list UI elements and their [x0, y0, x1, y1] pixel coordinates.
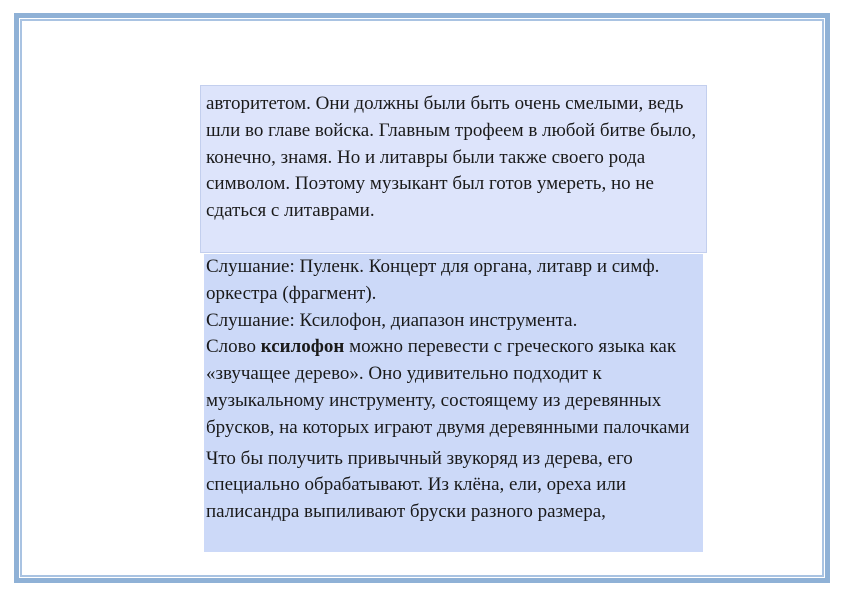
listening-poulenc: Слушание: Пуленк. Концерт для органа, литавр и симф. оркестра (фрагмент). [206, 256, 660, 304]
xylophone-suffix: можно перевести с греческого языка как «звучащее дерево». Оно удивительно подходит к музыкальному инструменту, состоящему из деревянных брусков, на которых играют двумя деревянными палочками [206, 336, 690, 438]
listening-xylophone: Слушание: Ксилофон, диапазон инструмента. [206, 309, 578, 331]
text-block-xylophone [204, 254, 703, 552]
xylophone-term: ксилофон [260, 336, 345, 358]
paragraph-timpani: авторитетом. Они должны были быть очень смелыми, ведь шли во главе войска. Главным трофеем в любой битве было, конечно, знамя. Но и литавры были также своего рода символом. Поэтому музыкант был готов умереть, но не сдаться с литаврами. [206, 93, 697, 222]
paragraph-processing: Что бы получить привычный звукоряд из дерева, его специально обрабатывают. Из клёна, ели, ореха или палисандра выпиливают бруски разного размера, [206, 447, 633, 523]
text-block-timpani [200, 85, 707, 253]
xylophone-prefix: Слово [206, 336, 261, 358]
xylophone-paragraph [206, 334, 701, 441]
